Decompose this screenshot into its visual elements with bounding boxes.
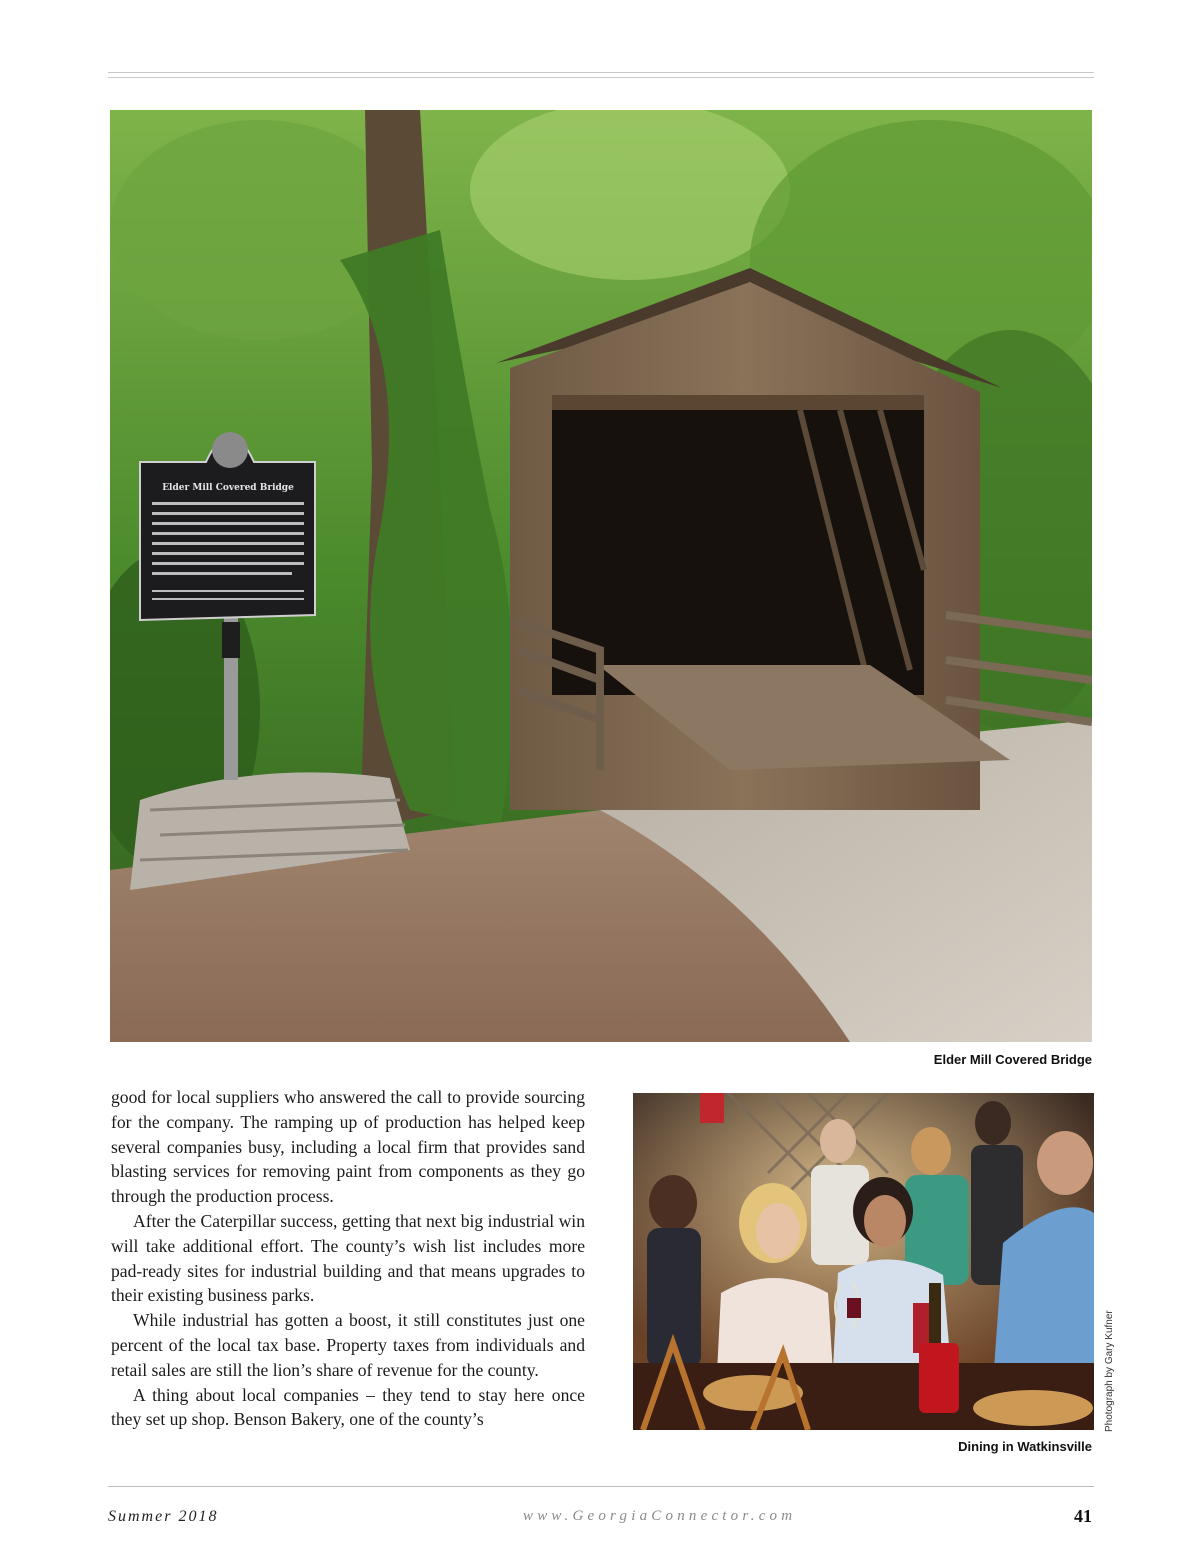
top-rule bbox=[108, 72, 1094, 73]
article-paragraph: A thing about local companies – they tend to stay here once they set up shop. Benson Bakery, one of the county’s bbox=[111, 1384, 585, 1430]
dining-photo bbox=[633, 1093, 1094, 1430]
article-paragraph: While industrial has gotten a boost, it still constitutes just one percent of the local tax base. Property taxes from individuals and retail sales are still the lion’s share of revenue for the county. bbox=[111, 1310, 585, 1380]
website-link[interactable]: www.GeorgiaConnector.com bbox=[523, 1508, 797, 1524]
marker-title: Elder Mill Covered Bridge bbox=[162, 483, 294, 493]
article-paragraph: After the Caterpillar success, getting that next big industrial win will take additional effort. The county’s wish list includes more pad-ready sites for industrial building and that means upgrades to their existing business parks. bbox=[111, 1210, 585, 1306]
article-paragraph: good for local suppliers who answered the call to provide sourcing for the company. The ramping up of production has helped keep several companies busy, including a local firm that provides sand blasting services for removing paint from components as they go through the production process. bbox=[111, 1087, 585, 1207]
dining-photo-caption: Dining in Watkinsville bbox=[958, 1439, 1092, 1454]
photo-credit: Photograph by Gary Kufner bbox=[1104, 1310, 1115, 1432]
page-number: 41 bbox=[1074, 1506, 1092, 1526]
main-photo-caption: Elder Mill Covered Bridge bbox=[933, 1052, 1092, 1067]
issue-date: Summer 2018 bbox=[108, 1508, 219, 1525]
article-body bbox=[111, 1085, 585, 1432]
footer-rule bbox=[108, 1486, 1094, 1487]
top-rule-secondary bbox=[108, 77, 1094, 78]
covered-bridge-photo bbox=[110, 110, 1092, 1042]
